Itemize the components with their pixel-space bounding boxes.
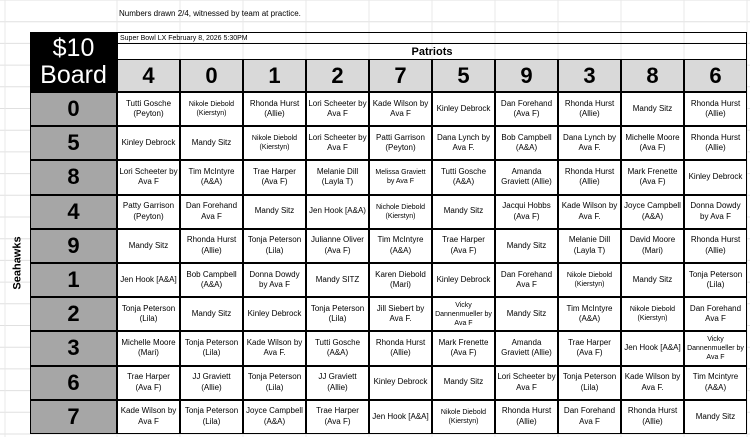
square-cell[interactable]: Mark Frenette (Ava F) [621, 160, 684, 194]
square-cell[interactable]: Melanie Dill (Layla T) [306, 160, 369, 194]
square-cell[interactable]: Dan Forehand Ava F [180, 195, 243, 229]
row-number-4: 9 [30, 229, 117, 263]
square-cell[interactable]: Tonja Peterson (Lila) [306, 297, 369, 331]
square-cell[interactable]: Mandy Sitz [495, 229, 558, 263]
column-number-6: 9 [495, 59, 558, 92]
column-number-3: 2 [306, 59, 369, 92]
row-number-6: 2 [30, 297, 117, 331]
square-cell[interactable]: Melissa Graviett by Ava F [369, 160, 432, 194]
square-cell[interactable]: Patti Garrison (Peyton) [369, 126, 432, 160]
square-cell[interactable]: Dan Forehand (Ava F) [495, 92, 558, 126]
row-number-9: 7 [30, 400, 117, 434]
square-cell[interactable]: Nikole Diebold (Kierstyn) [558, 263, 621, 297]
square-cell[interactable]: Dan Forehand Ava F [684, 297, 747, 331]
square-cell[interactable]: Bob Campbell (A&A) [495, 126, 558, 160]
team-side-label [5, 92, 30, 434]
square-cell[interactable]: Kade Wilson by Ava F [117, 400, 180, 434]
square-cell[interactable]: Michelle Moore (Mari) [117, 331, 180, 365]
square-cell[interactable]: Mandy Sitz [684, 400, 747, 434]
square-cell[interactable]: Tonja Peterson (Lila) [558, 366, 621, 400]
square-cell[interactable]: Tutti Gosche (A&A) [306, 331, 369, 365]
square-cell[interactable]: Rhonda Hurst (Allie) [369, 331, 432, 365]
square-cell[interactable]: Tutti Gosche (A&A) [432, 160, 495, 194]
square-cell[interactable]: Dan Forehand Ava F [558, 400, 621, 434]
row-number-7: 3 [30, 331, 117, 365]
square-cell[interactable]: Mandy Sitz [117, 229, 180, 263]
row-number-0: 0 [30, 92, 117, 126]
board-logo [30, 32, 117, 92]
column-number-4: 7 [369, 59, 432, 92]
square-cell[interactable]: Trae Harper (Ava F) [243, 160, 306, 194]
square-cell[interactable]: Tim McIntyre (A&A) [180, 160, 243, 194]
square-cell[interactable]: Mandy Sitz [243, 195, 306, 229]
square-cell[interactable]: Lori Scheeter by Ava F [117, 160, 180, 194]
draw-note: Numbers drawn 2/4, witnessed by team at practice. [119, 9, 301, 18]
square-cell[interactable]: Kinley Debrock [432, 263, 495, 297]
logo-word: Board [40, 61, 107, 89]
square-cell[interactable]: Rhonda Hurst (Allie) [180, 229, 243, 263]
square-cell[interactable]: Mandy SITZ [306, 263, 369, 297]
square-cell[interactable]: Tonja Peterson (Lila) [117, 297, 180, 331]
square-cell[interactable]: Trae Harper (Ava F) [117, 366, 180, 400]
square-cell[interactable]: Mandy Sitz [432, 195, 495, 229]
square-cell[interactable]: JJ Graviett (Allie) [180, 366, 243, 400]
logo-price: $10 [52, 34, 95, 62]
square-cell[interactable]: Tonja Peterson (Lila) [243, 229, 306, 263]
square-cell[interactable]: Jen Hook [A&A) [306, 195, 369, 229]
square-cell[interactable]: Kade Wilson by Ava F. [558, 195, 621, 229]
row-number-2: 8 [30, 160, 117, 194]
square-cell[interactable]: Rhonda Hurst (Allie) [495, 400, 558, 434]
square-cell[interactable]: Rhonda Hurst (Allie) [621, 400, 684, 434]
square-cell[interactable]: Donna Dowdy by Ava F [243, 263, 306, 297]
square-cell[interactable]: Jen Hook [A&A] [117, 263, 180, 297]
square-cell[interactable]: Michelle Moore (Ava F) [621, 126, 684, 160]
column-number-8: 8 [621, 59, 684, 92]
event-subtitle: Super Bowl LX February 8, 2026 5:30PM [117, 32, 747, 44]
square-cell[interactable]: Joyce Campbell (A&A) [243, 400, 306, 434]
square-cell[interactable]: Jacqui Hobbs (Ava F) [495, 195, 558, 229]
column-number-0: 4 [117, 59, 180, 92]
square-cell[interactable]: Joyce Campbell (A&A) [621, 195, 684, 229]
square-cell[interactable]: Rhonda Hurst (Allie) [558, 160, 621, 194]
square-cell[interactable]: David Moore (Mari) [621, 229, 684, 263]
square-cell[interactable]: Jen Hook [A&A] [369, 400, 432, 434]
square-cell[interactable]: Tonja Peterson (Lila) [684, 263, 747, 297]
square-cell[interactable]: Mark Frenette (Ava F) [432, 331, 495, 365]
team-top-label: Patriots [117, 44, 747, 59]
square-cell[interactable]: Tim McIntyre (A&A) [369, 229, 432, 263]
square-cell[interactable]: Mandy Sitz [621, 92, 684, 126]
square-cell[interactable]: Rhonda Hurst (Allie) [684, 126, 747, 160]
row-number-3: 4 [30, 195, 117, 229]
square-cell[interactable]: Trae Harper (Ava F) [558, 331, 621, 365]
square-cell[interactable]: Trae Harper (Ava F) [306, 400, 369, 434]
square-cell[interactable]: Lori Scheeter by Ava F [495, 366, 558, 400]
square-cell[interactable]: Lori Scheeter by Ava F [306, 126, 369, 160]
square-cell[interactable]: Kinley Debrock [684, 160, 747, 194]
square-cell[interactable]: Lori Scheeter by Ava F [306, 92, 369, 126]
square-cell[interactable]: Kade Wilson by Ava F [369, 92, 432, 126]
team-side-text: Seahawks [11, 236, 24, 290]
square-cell[interactable]: Rhonda Hurst (Allie) [558, 92, 621, 126]
square-cell[interactable]: Nikole Diebold (Kierstyn) [432, 400, 495, 434]
square-cell[interactable]: Nikole Diebold (Kierstyn) [621, 297, 684, 331]
square-cell[interactable]: Amanda Graviett (Allie) [495, 331, 558, 365]
square-cell[interactable]: Melanie Dill (Layla T) [558, 229, 621, 263]
square-cell[interactable]: Tim Mcintyre (A&A) [684, 366, 747, 400]
square-cell[interactable]: Donna Dowdy by Ava F [684, 195, 747, 229]
square-cell[interactable]: Rhonda Hurst (Allie) [684, 92, 747, 126]
square-cell[interactable]: Tim McIntyre (A&A) [558, 297, 621, 331]
square-cell[interactable]: Dana Lynch by Ava F. [558, 126, 621, 160]
square-cell[interactable]: Nichole Diebold (Kierstyn) [369, 195, 432, 229]
row-number-8: 6 [30, 366, 117, 400]
square-cell[interactable]: Rhonda Hurst (Allie) [243, 92, 306, 126]
square-cell[interactable]: Mandy Sitz [495, 297, 558, 331]
square-cell[interactable]: Kade Wilson by Ava F. [621, 366, 684, 400]
square-cell[interactable]: Dana Lynch by Ava F. [432, 126, 495, 160]
square-cell[interactable]: Kinley Debrock [243, 297, 306, 331]
square-cell[interactable]: Tonja Peterson (Lila) [180, 331, 243, 365]
square-cell[interactable]: Tutti Gosche (Peyton) [117, 92, 180, 126]
square-cell[interactable]: Dan Forehand Ava F [495, 263, 558, 297]
square-cell[interactable]: Rhonda Hurst (Allie) [684, 229, 747, 263]
column-number-1: 0 [180, 59, 243, 92]
square-cell[interactable]: Bob Campbell (A&A) [180, 263, 243, 297]
square-cell[interactable]: Amanda Graviett (Allie) [495, 160, 558, 194]
square-cell[interactable]: Mandy Sitz [180, 297, 243, 331]
square-cell[interactable]: Jill Siebert by Ava F. [369, 297, 432, 331]
row-number-5: 1 [30, 263, 117, 297]
square-cell[interactable]: Karen Diebold (Mari) [369, 263, 432, 297]
square-cell[interactable]: Trae Harper (Ava F) [432, 229, 495, 263]
square-cell[interactable]: Julianne Oliver (Ava F) [306, 229, 369, 263]
column-number-7: 3 [558, 59, 621, 92]
column-number-9: 6 [684, 59, 747, 92]
square-cell[interactable]: Nikole Diebold (Kierstyn) [180, 92, 243, 126]
square-cell[interactable]: Patty Garrison (Peyton) [117, 195, 180, 229]
square-cell[interactable]: Mandy Sitz [621, 263, 684, 297]
square-cell[interactable]: Mandy Sitz [432, 366, 495, 400]
square-cell[interactable]: Vicky Dannenmueller by Ava F [432, 297, 495, 331]
square-cell[interactable]: Kinley Debrock [432, 92, 495, 126]
square-cell[interactable]: Jen Hook [A&A] [621, 331, 684, 365]
square-cell[interactable]: Kinley Debrock [117, 126, 180, 160]
square-cell[interactable]: Vicky Dannenmueller by Ava F [684, 331, 747, 365]
square-cell[interactable]: Kinley Debrock [369, 366, 432, 400]
row-number-1: 5 [30, 126, 117, 160]
column-number-5: 5 [432, 59, 495, 92]
square-cell[interactable]: Tonja Peterson (Lila) [180, 400, 243, 434]
column-number-2: 1 [243, 59, 306, 92]
square-cell[interactable]: Nikole Diebold (Kierstyn) [243, 126, 306, 160]
square-cell[interactable]: JJ Graviett (Allie) [306, 366, 369, 400]
square-cell[interactable]: Kade Wilson by Ava F. [243, 331, 306, 365]
square-cell[interactable]: Mandy Sitz [180, 126, 243, 160]
square-cell[interactable]: Tonja Peterson (Lila) [243, 366, 306, 400]
